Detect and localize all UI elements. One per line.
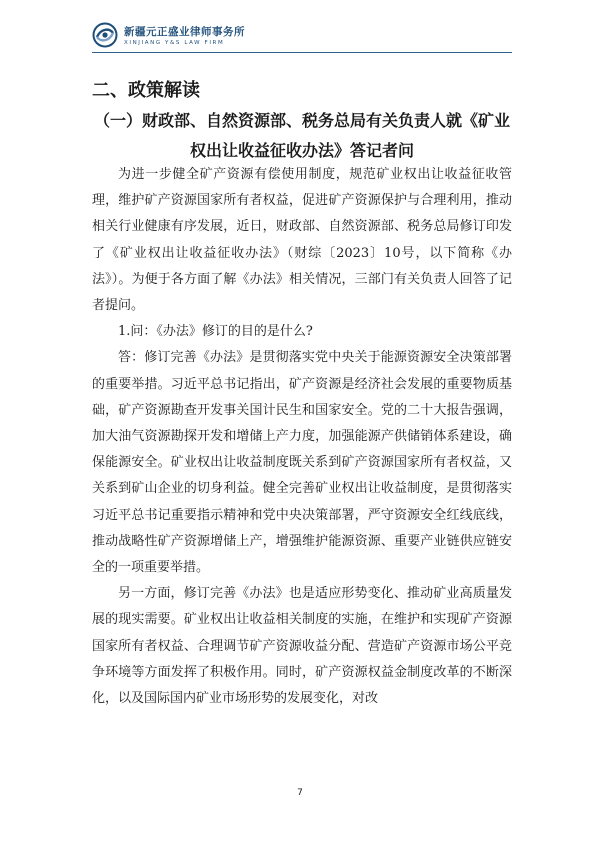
header-divider (92, 52, 512, 53)
intro-paragraph: 为进一步健全矿产资源有偿使用制度，规范矿业权出让收益征收管理，维护矿产资源国家所有者权益，促进矿产资源保护与合理利用，推动相关行业健康有序发展，近日，财政部、自然资源部、税务总局修订印发了《矿业权出让收益征收办法》（财综〔2023〕10号，以下简称《办法》）。为便于各方面了解《办法》相关情况，三部门有关负责人回答了记者提问。 (92, 167, 512, 314)
page-header (92, 20, 512, 50)
page-number: 7 (297, 788, 303, 798)
article-title: （一）财政部、自然资源部、税务总局有关负责人就《矿业权出让收益征收办法》答记者问 (93, 111, 510, 160)
section-title: 二、政策解读 (92, 80, 200, 101)
firm-name-cn: 新疆元正盛业律师事务所 (124, 26, 245, 38)
answer-paragraph: 答：修订完善《办法》是贯彻落实党中央关于能源资源安全决策部署的重要举措。习近平总书记指出，矿产资源是经济社会发展的重要物质基础，矿产资源勘查开发事关国计民生和国家安全。党的二十大报告强调，加大油气资源勘探开发和增储上产力度，加强能源产供储销体系建设，确保能源安全。矿业权出让收益制度既关系到矿产资源国家所有者权益，又关系到矿山企业的切身利益。健全完善矿业权出让收益制度，是贯彻落实习近平总书记重要指示精神和党中央决策部署，严守资源安全红线底线，推动战略性矿产资源增储上产，增强维护能源资源、重要产业链供应链安全的一项重要举措。 (92, 350, 512, 576)
question-1: 1.问：《办法》修订的目的是什么? (118, 324, 313, 340)
firm-brand (124, 24, 245, 46)
article-body (92, 162, 512, 712)
answer-paragraph-continued: 另一方面，修订完善《办法》也是适应形势变化、推动矿业高质量发展的现实需要。矿业权出让收益相关制度的实施，在维护和实现矿产资源国家所有者权益、合理调节矿产资源收益分配、营造矿产资源市场公平竞争环境等方面发挥了积极作用。同时，矿产资源权益金制度改革的不断深化，以及国际国内矿业市场形势的发展变化，对改 (92, 586, 512, 707)
firm-logo-icon (92, 22, 118, 48)
firm-name-en: XINJIANG Y&S LAW FIRM (124, 40, 225, 46)
